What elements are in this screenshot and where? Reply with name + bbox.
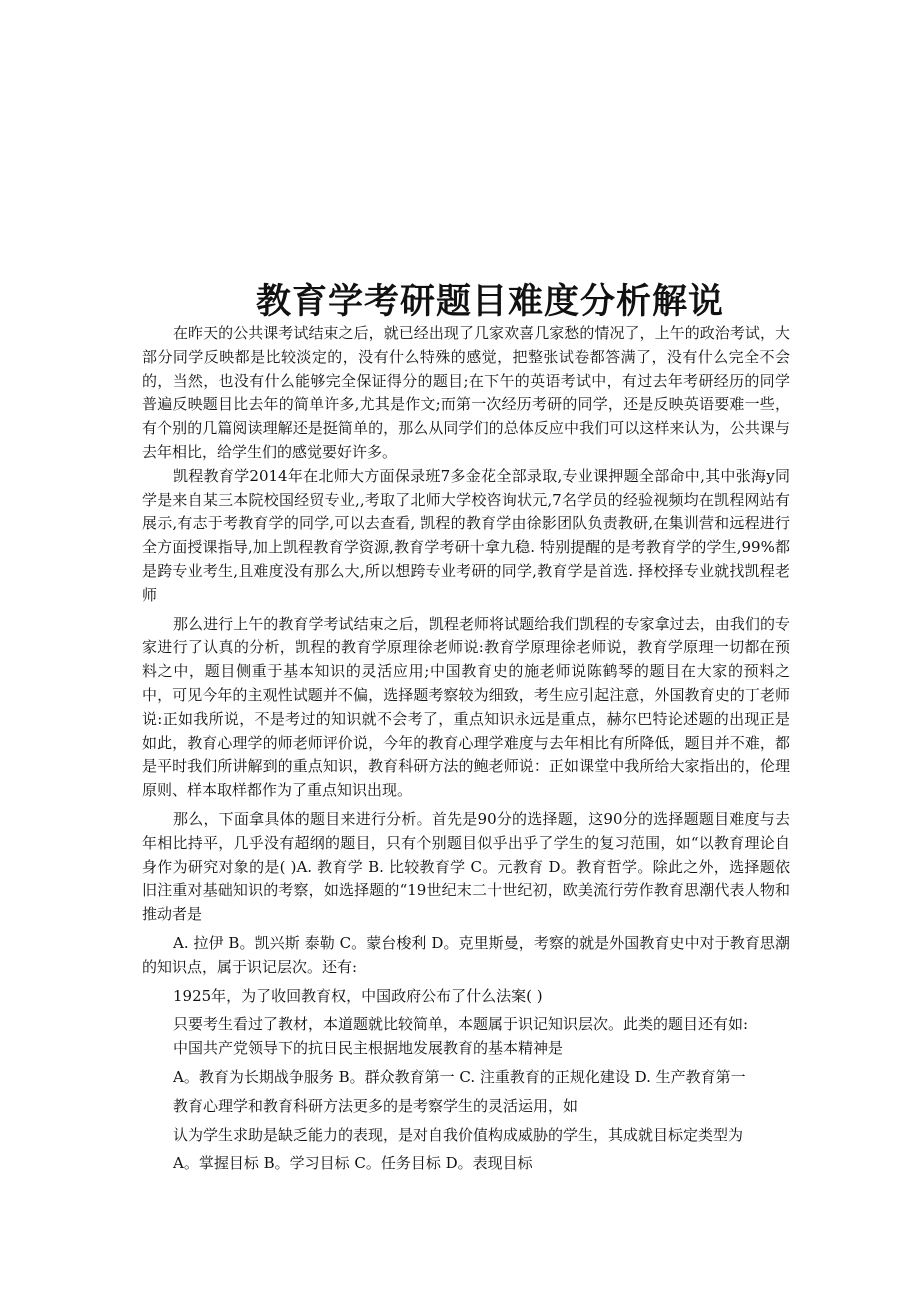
paragraph-kaicheng: 凯程教育学2014年在北师大方面保录班7多金花全部录取,专业课押题全部命中,其中张海y同学是来自某三本院校国经贸专业,,考取了北师大学校咨询状元,7名学员的经验视频均在凯程网站有展示,有志于考教育学的同学,可以去查看, 凯程的教育学由徐影团队负责教研,在集训营和远程进行全方面授课指导,加上凯程教育学资源,教育学考研十拿九稳. 特别提醒的是考教育学的学生,99%都是跨专业考生,且难度没有那么大,所以想跨专业考研的同学,教育学是首选. 择校择专业就找凯程老师 [142,466,790,604]
paragraph-choice-questions: 那么，下面拿具体的题目来进行分析。首先是90分的选择题，这90分的选择题题目难度与去年相比持平，几乎没有超纲的题目，只有个别题目似乎出乎了学生的复习范围，如“以教育理论自身作为研究对象的是( )A. 教育学 B. 比较教育学 C。元教育 D。教育哲学。除此之外，选择题依旧注重对基础知识的考察，如选择题的“19世纪末二十世纪初，欧美流行劳作教育思潮代表人物和推动者是 [142,809,790,924]
paragraph-question-1925: 1925年，为了收回教育权，中国政府公布了什么法案( ) [173,986,543,1005]
paragraph-question-options-2: A。教育为长期战争服务 B。群众教育第一 C. 注重教育的正规化建设 D. 生产教育第一 [173,1067,746,1086]
paragraph-intro: 在昨天的公共课考试结束之后，就已经出现了几家欢喜几家愁的情况了，上午的政治考试，大部分同学反映都是比较淡定的，没有什么特殊的感觉，把整张试卷都答满了，没有什么完全不会的，当然，也没有什么能够完全保证得分的题目;在下午的英语考试中，有过去年考研经历的同学普遍反映题目比去年的简单许多,尤其是作文;而第一次经历考研的同学，还是反映英语要难一些，有个别的几篇阅读理解还是挺简单的，那么从同学们的总体反应中我们可以这样来认为，公共课与去年相比，给学生们的感觉要好许多。 [142,324,790,461]
paragraph-psychology-note: 教育心理学和教育科研方法更多的是考察学生的灵活运用，如 [173,1096,579,1115]
paragraph-recall-note: 只要考生看过了教材，本道题就比较简单，本题属于识记知识层次。此类的题目还有如: [173,1015,749,1034]
paragraph-question-goal-type: 认为学生求助是缺乏能力的表现，是对自我价值构成威胁的学生，其成就目标定类型为 [173,1125,744,1144]
document-body [142,322,790,1176]
paragraph-question-options-1: A. 拉伊 B。凯兴斯 泰勒 C。蒙台梭利 D。克里斯曼，考察的就是外国教育史中对于教育思潮的知识点，属于识记层次。还有: [142,933,790,976]
paragraph-question-options-3: A。掌握目标 B。学习目标 C。任务目标 D。表现目标 [173,1154,533,1173]
paragraph-expert-analysis: 那么进行上午的教育学考试结束之后，凯程老师将试题给我们凯程的专家拿过去，由我们的专家进行了认真的分析，凯程的教育学原理徐老师说:教育学原理徐老师说，教育学原理一切都在预料之中，题目侧重于基本知识的灵活应用;中国教育史的施老师说陈鹤琴的题目在大家的预料之中，可见今年的主观性试题并不偏，选择题考察较为细致，考生应引起注意，外国教育史的丁老师说:正如我所说，不是考过的知识就不会考了，重点知识永远是重点，赫尔巴特论述题的出现正是如此，教育心理学的师老师评价说，今年的教育心理学难度与去年相比有所降低，题目并不难，都是平时我们所讲解到的重点知识，教育科研方法的鲍老师说：正如课堂中我所给大家指出的，伦理原则、样本取样都作为了重点知识出现。 [142,614,790,800]
document-title: 教育学考研题目难度分析解说 [255,282,724,322]
paragraph-question-spirit: 中国共产党领导下的抗日民主根据地发展教育的基本精神是 [173,1039,564,1058]
